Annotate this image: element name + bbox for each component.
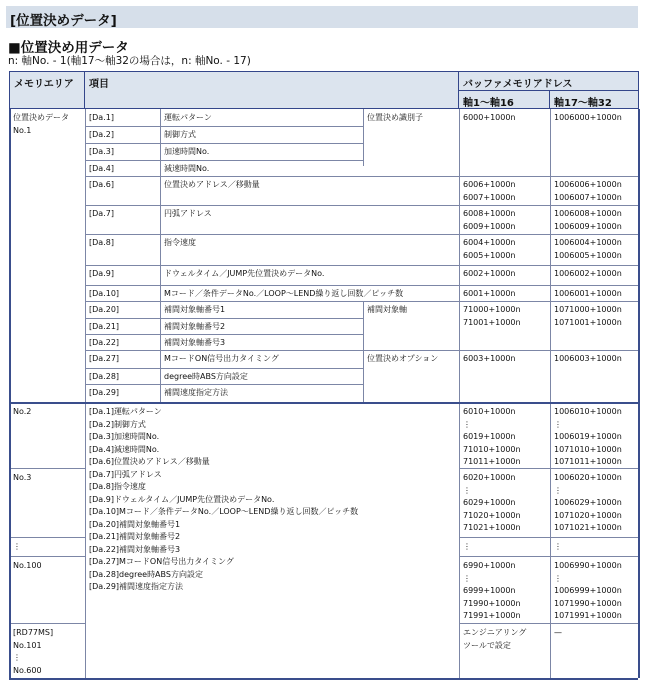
address-axis-1-16: ⋮ bbox=[463, 542, 471, 551]
memory-area-no2: No.2 bbox=[13, 407, 32, 416]
address-axis-17-32: — bbox=[554, 628, 562, 637]
item-code: [Da.6] bbox=[89, 180, 114, 189]
table-rule bbox=[459, 556, 638, 557]
item-code: [Da.27] bbox=[89, 354, 120, 363]
item-code: [Da.29] bbox=[89, 388, 120, 397]
item-code: [Da.28] bbox=[89, 372, 120, 381]
section-title: [位置決めデータ] bbox=[10, 13, 117, 29]
item-code: [Da.21] bbox=[89, 322, 120, 331]
item-code: [Da.20] bbox=[89, 305, 120, 314]
item-code: [Da.3] bbox=[89, 147, 114, 156]
table-rule bbox=[363, 109, 364, 166]
header-item: 項目 bbox=[84, 71, 459, 109]
item-name: 補間対象軸番号2 bbox=[164, 322, 226, 331]
table-rule bbox=[363, 350, 638, 351]
table-rule bbox=[363, 301, 364, 350]
table-rule bbox=[160, 350, 363, 351]
shared-item-list: [Da.1]運転パターン [Da.2]制御方式 [Da.3]加速時間No. [Da.4]減速時間No. [Da.6]位置決めアドレス／移動量 [Da.7]円弧アドレス [Da.8]指令速度 [Da.9]ドウェルタイム／JUMP先位置決めデータNo. [Da.10]Mコード／条件データNo.／LOOP～LEND繰り返し回数／ピッチ数 [Da.20]補間対象軸番号1 [Da.21]補間対象軸番号2 [Da.22]補間対象軸番号3 [Da.27]MコードON信号出力タイミング [Da.28]degree時ABS方向設定 [Da.29]補間速度指定方法 bbox=[89, 407, 359, 591]
item-name: MコードON信号出力タイミング bbox=[164, 354, 279, 363]
address-axis-1-16: 6003+1000n bbox=[463, 354, 516, 363]
table-rule bbox=[85, 318, 160, 319]
item-code: [Da.7] bbox=[89, 209, 114, 218]
table-rule bbox=[160, 334, 363, 335]
table-rule bbox=[363, 301, 638, 302]
group-label-positioning-option: 位置決めオプション bbox=[367, 354, 439, 363]
memory-area-dots: ⋮ bbox=[13, 542, 21, 551]
table-rule bbox=[85, 109, 86, 678]
item-code: [Da.9] bbox=[89, 269, 114, 278]
address-axis-17-32: 1006990+1000n ⋮ 1006999+1000n 1071990+1000n 1071991+1000n bbox=[554, 561, 622, 620]
table-rule bbox=[363, 176, 638, 177]
table-rule bbox=[85, 384, 160, 385]
table-rule bbox=[9, 537, 85, 538]
table-rule bbox=[160, 265, 363, 266]
item-code: [Da.2] bbox=[89, 130, 114, 139]
table-rule bbox=[160, 160, 363, 161]
table-rule bbox=[85, 143, 160, 144]
table-rule bbox=[363, 350, 364, 402]
item-name: 円弧アドレス bbox=[164, 209, 212, 218]
header-buffer-address: バッファメモリアドレス bbox=[458, 71, 639, 91]
table-rule bbox=[160, 285, 363, 286]
header-memory-area: メモリエリア bbox=[9, 71, 85, 109]
address-axis-17-32: 1006002+1000n bbox=[554, 269, 622, 278]
table-rule bbox=[85, 234, 160, 235]
table-rule bbox=[459, 623, 638, 624]
table-rule bbox=[9, 402, 638, 404]
group-label-interpolation-axis: 補間対象軸 bbox=[367, 305, 407, 314]
item-name: degree時ABS方向設定 bbox=[164, 372, 248, 381]
table-rule bbox=[459, 109, 460, 678]
memory-area-rd77: [RD77MS] No.101 ⋮ No.600 bbox=[13, 628, 54, 675]
table-rule bbox=[459, 468, 638, 469]
address-axis-17-32: 1006008+1000n 1006009+1000n bbox=[554, 209, 622, 231]
item-code: [Da.10] bbox=[89, 289, 120, 298]
item-name: Mコード／条件データNo.／LOOP～LEND繰り返し回数／ピッチ数 bbox=[164, 289, 404, 298]
address-axis-17-32: 1006003+1000n bbox=[554, 354, 622, 363]
table-rule bbox=[459, 537, 638, 538]
address-axis-17-32: 1071000+1000n 1071001+1000n bbox=[554, 305, 622, 327]
table-rule bbox=[85, 334, 160, 335]
address-axis-17-32: 1006010+1000n ⋮ 1006019+1000n 1071010+1000n 1071011+1000n bbox=[554, 407, 622, 466]
address-axis-1-16: 6006+1000n 6007+1000n bbox=[463, 180, 516, 202]
item-name: 指令速度 bbox=[164, 238, 196, 247]
table-rule bbox=[85, 285, 160, 286]
address-axis-17-32: 1006001+1000n bbox=[554, 289, 622, 298]
table-rule bbox=[85, 176, 160, 177]
address-axis-17-32: 1006020+1000n ⋮ 1006029+1000n 1071020+1000n 1071021+1000n bbox=[554, 473, 622, 532]
item-code: [Da.8] bbox=[89, 238, 114, 247]
heading: ■位置決め用データ bbox=[8, 40, 129, 56]
address-axis-1-16: 71000+1000n 71001+1000n bbox=[463, 305, 521, 327]
item-name: 補間対象軸番号1 bbox=[164, 305, 226, 314]
table-rule bbox=[160, 126, 363, 127]
group-label-identifier: 位置決め識別子 bbox=[367, 113, 423, 122]
address-axis-1-16: 6020+1000n ⋮ 6029+1000n 71020+1000n 71021+1000n bbox=[463, 473, 521, 532]
table-rule bbox=[363, 285, 638, 286]
table-rule bbox=[85, 350, 160, 351]
address-axis-17-32: 1006000+1000n bbox=[554, 113, 622, 122]
memory-area-no100: No.100 bbox=[13, 561, 42, 570]
item-code: [Da.1] bbox=[89, 113, 114, 122]
axis-note: n: 軸No. - 1(軸17～軸32の場合は，n: 軸No. - 17) bbox=[8, 55, 251, 67]
address-axis-17-32: 1006004+1000n 1006005+1000n bbox=[554, 238, 622, 260]
address-axis-1-16: 6004+1000n 6005+1000n bbox=[463, 238, 516, 260]
table-rule bbox=[9, 109, 11, 678]
item-name: 運転パターン bbox=[164, 113, 212, 122]
item-name: 補間対象軸番号3 bbox=[164, 338, 226, 347]
table-rule bbox=[160, 234, 363, 235]
table-rule bbox=[160, 109, 161, 402]
item-name: 加速時間No. bbox=[164, 147, 210, 156]
table-rule bbox=[160, 176, 363, 177]
table-rule bbox=[160, 205, 363, 206]
table-rule bbox=[160, 318, 363, 319]
table-rule bbox=[9, 678, 638, 680]
section-banner bbox=[6, 6, 638, 28]
table-rule bbox=[9, 623, 85, 624]
table-rule bbox=[363, 205, 638, 206]
table-rule bbox=[85, 126, 160, 127]
table-rule bbox=[638, 109, 640, 678]
address-axis-1-16: 6008+1000n 6009+1000n bbox=[463, 209, 516, 231]
item-code: [Da.4] bbox=[89, 164, 114, 173]
table-rule bbox=[9, 468, 85, 469]
table-rule bbox=[363, 234, 638, 235]
memory-area-no1: 位置決めデータ No.1 bbox=[13, 113, 69, 135]
address-axis-17-32: 1006006+1000n 1006007+1000n bbox=[554, 180, 622, 202]
address-axis-1-16: エンジニアリング ツールで設定 bbox=[463, 628, 527, 650]
table-rule bbox=[160, 143, 363, 144]
item-name: 位置決めアドレス／移動量 bbox=[164, 180, 260, 189]
item-name: 減速時間No. bbox=[164, 164, 210, 173]
table-rule bbox=[85, 301, 160, 302]
header-axis-17-32: 軸17～軸32 bbox=[549, 90, 639, 109]
address-axis-1-16: 6000+1000n bbox=[463, 113, 516, 122]
item-name: 補間速度指定方法 bbox=[164, 388, 228, 397]
address-axis-1-16: 6001+1000n bbox=[463, 289, 516, 298]
item-name: 制御方式 bbox=[164, 130, 196, 139]
table-rule bbox=[9, 556, 85, 557]
table-rule bbox=[85, 205, 160, 206]
table-rule bbox=[160, 368, 363, 369]
address-axis-1-16: 6002+1000n bbox=[463, 269, 516, 278]
table-rule bbox=[85, 160, 160, 161]
address-axis-1-16: 6010+1000n ⋮ 6019+1000n 71010+1000n 71011+1000n bbox=[463, 407, 521, 466]
address-axis-1-16: 6990+1000n ⋮ 6999+1000n 71990+1000n 71991+1000n bbox=[463, 561, 521, 620]
memory-area-no3: No.3 bbox=[13, 473, 32, 482]
table-rule bbox=[85, 265, 160, 266]
table-rule bbox=[363, 265, 638, 266]
table-rule bbox=[160, 384, 363, 385]
table-rule bbox=[550, 109, 551, 678]
table-rule bbox=[85, 368, 160, 369]
address-axis-17-32: ⋮ bbox=[554, 542, 562, 551]
item-name: ドウェルタイム／JUMP先位置決めデータNo. bbox=[164, 269, 325, 278]
header-axis-1-16: 軸1～軸16 bbox=[458, 90, 550, 109]
item-code: [Da.22] bbox=[89, 338, 120, 347]
